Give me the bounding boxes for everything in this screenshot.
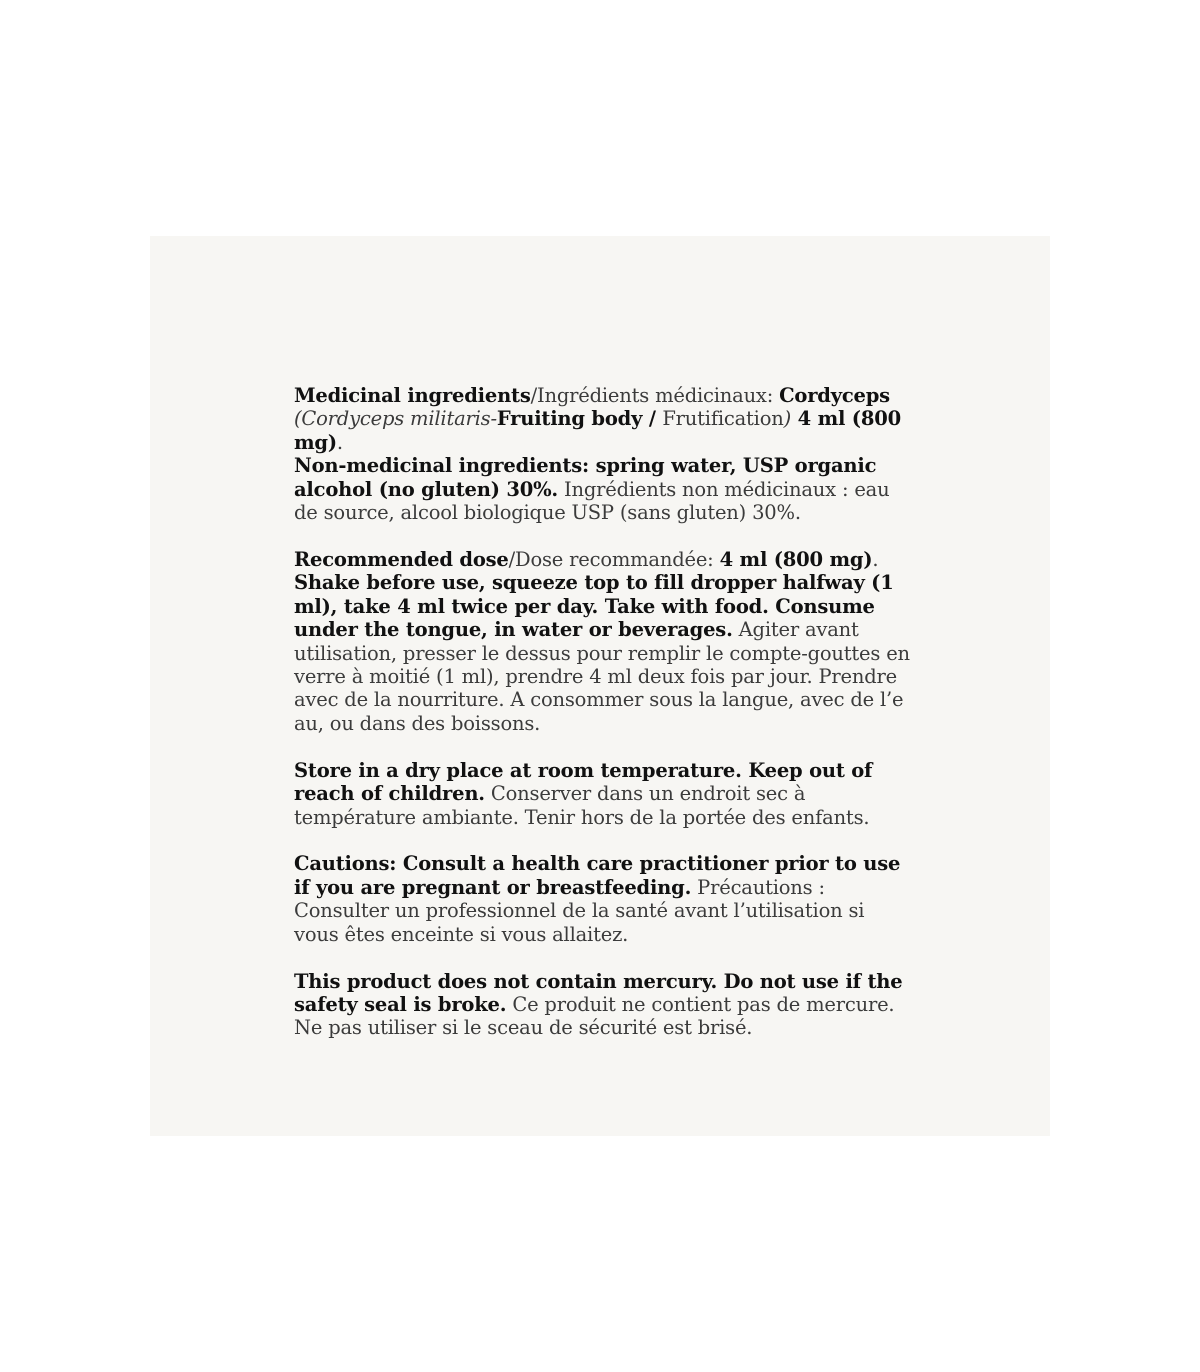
- dose-paragraph: [294, 548, 914, 735]
- cordyceps-name: Cordyceps: [779, 384, 890, 407]
- cautions-paragraph: [294, 852, 914, 946]
- label-text-block: [294, 384, 914, 1063]
- recommended-dose-heading-fr: /Dose recommandée:: [508, 547, 720, 571]
- ingredient-amount: 4 ml (800 mg): [294, 407, 901, 454]
- ingredients-paragraph: [294, 384, 914, 524]
- dose-instructions-en: Shake before use, squeeze top to fill dropper halfway (1 ml), take 4 ml twice per day. Take with food. Consume under the tongue, in water or beverages.: [294, 571, 894, 642]
- cordyceps-species: (Cordyceps militaris-: [294, 407, 497, 431]
- mercury-en: This product does not contain mercury. Do not use if the safety seal is broke.: [294, 969, 903, 1016]
- non-medicinal-ingredients-en: Non-medicinal ingredients: spring water, USP organic alcohol (no gluten) 30%.: [294, 454, 877, 501]
- storage-fr: Conserver dans un endroit sec à température ambiante. Tenir hors de la portée des enfants.: [294, 782, 870, 829]
- dose-instructions-fr: Agiter avant utilisation, presser le dessus pour remplir le compte-gouttes en verre à moitié (1 ml), prendre 4 ml deux fois par jour. Prendre avec de la nourriture. A consommer sous la langue, avec de l’e au, ou dans des boissons.: [294, 618, 910, 735]
- cautions-en: Cautions: Consult a health care practitioner prior to use if you are pregnant or breastfeeding.: [294, 852, 901, 899]
- recommended-dose-heading: Recommended dose: [294, 547, 509, 571]
- medicinal-ingredients-heading: Medicinal ingredients: [294, 384, 531, 407]
- species-paren-close: ): [783, 407, 792, 431]
- cautions-fr: Précautions : Consulter un professionnel de la santé avant l’utilisation si vous êtes enceinte si vous allaitez.: [294, 875, 865, 946]
- fruiting-body-label: Fruiting body /: [496, 407, 663, 431]
- dose-period: .: [872, 547, 879, 571]
- mercury-fr: Ce produit ne contient pas de mercure. Ne pas utiliser si le sceau de sécurité est brisé.: [294, 992, 895, 1040]
- label-panel: [150, 236, 1050, 1136]
- ingredient-period: .: [336, 430, 343, 454]
- frutification-label: Frutification: [662, 407, 784, 431]
- mercury-paragraph: [294, 970, 914, 1040]
- storage-en: Store in a dry place at room temperature. Keep out of reach of children.: [294, 758, 873, 806]
- medicinal-ingredients-heading-fr: /Ingrédients médicinaux:: [530, 384, 780, 407]
- non-medicinal-ingredients-fr: Ingrédients non médicinaux : eau de source, alcool biologique USP (sans gluten) 30%.: [294, 477, 890, 525]
- storage-paragraph: [294, 759, 914, 829]
- dose-amount: 4 ml (800 mg): [719, 547, 873, 571]
